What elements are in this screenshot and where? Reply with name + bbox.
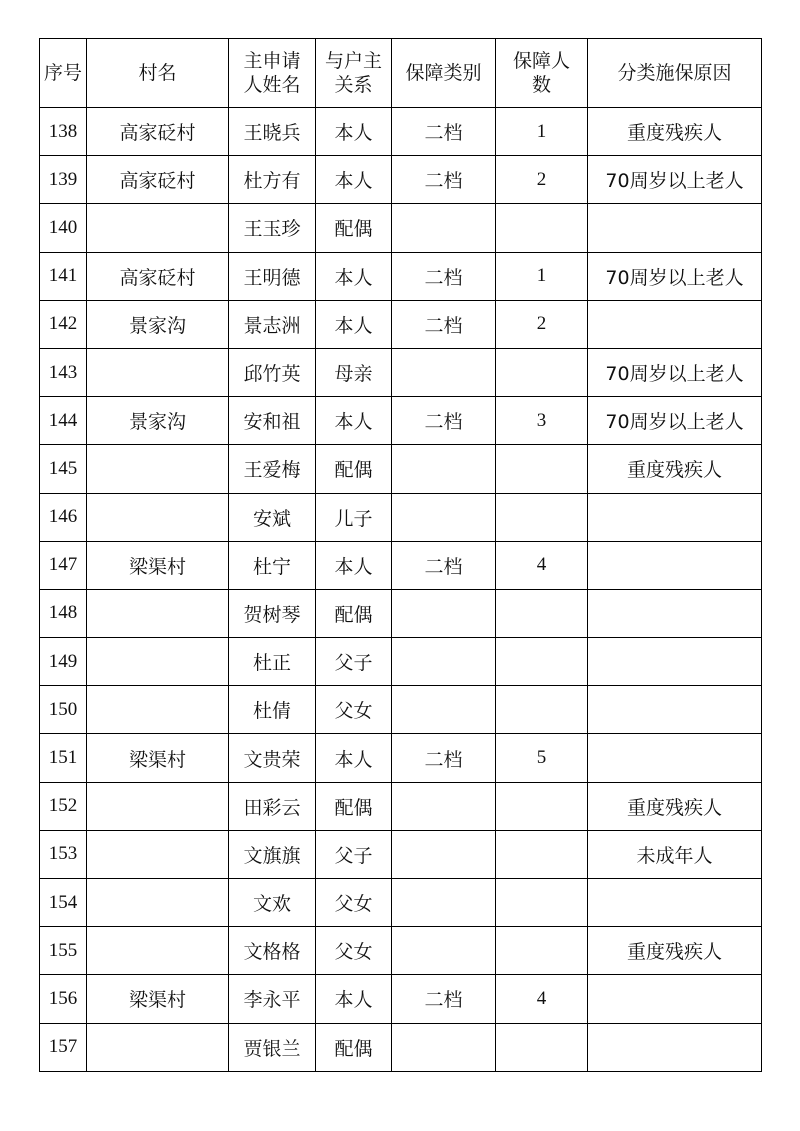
cell-village [87, 445, 229, 493]
cell-no: 149 [40, 638, 87, 686]
cell-applicant: 安和祖 [229, 397, 316, 445]
cell-village [87, 879, 229, 927]
cell-category [392, 204, 496, 252]
cell-village: 景家沟 [87, 300, 229, 348]
cell-count: 5 [496, 734, 588, 782]
cell-applicant: 贺树琴 [229, 589, 316, 637]
cell-reason [588, 638, 762, 686]
cell-category [392, 782, 496, 830]
cell-count [496, 879, 588, 927]
cell-count [496, 830, 588, 878]
cell-applicant: 李永平 [229, 975, 316, 1023]
cell-no: 140 [40, 204, 87, 252]
cell-reason: 重度残疾人 [588, 445, 762, 493]
cell-count: 1 [496, 108, 588, 156]
header-category: 保障类别 [392, 39, 496, 108]
cell-no: 157 [40, 1023, 87, 1071]
cell-relation: 儿子 [316, 493, 392, 541]
table-row [40, 445, 762, 493]
cell-village [87, 493, 229, 541]
cell-village [87, 204, 229, 252]
cell-village [87, 638, 229, 686]
cell-relation: 父女 [316, 879, 392, 927]
cell-applicant: 王晓兵 [229, 108, 316, 156]
cell-count: 4 [496, 541, 588, 589]
cell-village: 梁渠村 [87, 734, 229, 782]
table-row [40, 156, 762, 204]
cell-no: 155 [40, 927, 87, 975]
cell-count: 2 [496, 156, 588, 204]
cell-count: 3 [496, 397, 588, 445]
cell-reason [588, 300, 762, 348]
table-row [40, 589, 762, 637]
cell-relation: 本人 [316, 108, 392, 156]
cell-reason: 70周岁以上老人 [588, 348, 762, 396]
cell-relation: 母亲 [316, 348, 392, 396]
cell-count [496, 589, 588, 637]
cell-no: 143 [40, 348, 87, 396]
cell-count [496, 638, 588, 686]
cell-no: 154 [40, 879, 87, 927]
cell-count [496, 348, 588, 396]
table-row [40, 638, 762, 686]
cell-no: 152 [40, 782, 87, 830]
cell-no: 153 [40, 830, 87, 878]
cell-category: 二档 [392, 541, 496, 589]
cell-no: 144 [40, 397, 87, 445]
cell-village: 高家砭村 [87, 156, 229, 204]
cell-count: 1 [496, 252, 588, 300]
cell-no: 141 [40, 252, 87, 300]
cell-category [392, 686, 496, 734]
cell-applicant: 文贵荣 [229, 734, 316, 782]
cell-relation: 父女 [316, 686, 392, 734]
cell-relation: 本人 [316, 252, 392, 300]
cell-category [392, 927, 496, 975]
cell-applicant: 文欢 [229, 879, 316, 927]
cell-category: 二档 [392, 300, 496, 348]
table-row [40, 348, 762, 396]
header-village: 村名 [87, 39, 229, 108]
assistance-table [39, 38, 762, 1072]
table-row [40, 493, 762, 541]
cell-village: 高家砭村 [87, 108, 229, 156]
cell-reason: 未成年人 [588, 830, 762, 878]
cell-relation: 配偶 [316, 589, 392, 637]
cell-no: 142 [40, 300, 87, 348]
table-body [40, 108, 762, 1072]
cell-category [392, 830, 496, 878]
cell-applicant: 田彩云 [229, 782, 316, 830]
cell-village: 高家砭村 [87, 252, 229, 300]
cell-village [87, 589, 229, 637]
cell-reason: 70周岁以上老人 [588, 156, 762, 204]
cell-reason: 70周岁以上老人 [588, 397, 762, 445]
cell-village: 梁渠村 [87, 541, 229, 589]
cell-applicant: 王明德 [229, 252, 316, 300]
table-row [40, 782, 762, 830]
table-header [40, 39, 762, 108]
cell-relation: 父子 [316, 830, 392, 878]
cell-relation: 本人 [316, 541, 392, 589]
cell-reason: 重度残疾人 [588, 782, 762, 830]
cell-reason [588, 975, 762, 1023]
table-row [40, 686, 762, 734]
cell-relation: 配偶 [316, 1023, 392, 1071]
cell-category [392, 879, 496, 927]
cell-no: 150 [40, 686, 87, 734]
table-row [40, 734, 762, 782]
cell-reason [588, 493, 762, 541]
table-row [40, 204, 762, 252]
cell-no: 151 [40, 734, 87, 782]
cell-count [496, 782, 588, 830]
table-row [40, 252, 762, 300]
cell-reason: 重度残疾人 [588, 927, 762, 975]
cell-relation: 本人 [316, 397, 392, 445]
cell-village: 景家沟 [87, 397, 229, 445]
cell-village: 梁渠村 [87, 975, 229, 1023]
cell-applicant: 文格格 [229, 927, 316, 975]
cell-no: 146 [40, 493, 87, 541]
cell-count [496, 686, 588, 734]
table-row [40, 108, 762, 156]
cell-category: 二档 [392, 108, 496, 156]
cell-applicant: 王爱梅 [229, 445, 316, 493]
table-row [40, 1023, 762, 1071]
cell-applicant: 贾银兰 [229, 1023, 316, 1071]
table-row [40, 830, 762, 878]
cell-applicant: 景志洲 [229, 300, 316, 348]
cell-applicant: 安斌 [229, 493, 316, 541]
cell-applicant: 邱竹英 [229, 348, 316, 396]
cell-reason [588, 734, 762, 782]
cell-category [392, 1023, 496, 1071]
cell-reason [588, 686, 762, 734]
header-relation: 与户主关系 [316, 39, 392, 108]
cell-village [87, 830, 229, 878]
document-page [39, 38, 762, 1072]
cell-count [496, 445, 588, 493]
cell-applicant: 王玉珍 [229, 204, 316, 252]
cell-relation: 本人 [316, 734, 392, 782]
cell-category: 二档 [392, 734, 496, 782]
cell-applicant: 杜方有 [229, 156, 316, 204]
cell-village [87, 686, 229, 734]
cell-reason [588, 541, 762, 589]
cell-applicant: 杜正 [229, 638, 316, 686]
table-row [40, 300, 762, 348]
cell-no: 138 [40, 108, 87, 156]
cell-village [87, 782, 229, 830]
table-row [40, 397, 762, 445]
cell-no: 147 [40, 541, 87, 589]
cell-reason [588, 1023, 762, 1071]
cell-relation: 配偶 [316, 782, 392, 830]
cell-count [496, 493, 588, 541]
cell-count: 2 [496, 300, 588, 348]
cell-relation: 本人 [316, 300, 392, 348]
cell-category: 二档 [392, 975, 496, 1023]
cell-no: 139 [40, 156, 87, 204]
cell-category [392, 348, 496, 396]
cell-category [392, 638, 496, 686]
cell-category [392, 493, 496, 541]
cell-applicant: 文旗旗 [229, 830, 316, 878]
header-reason: 分类施保原因 [588, 39, 762, 108]
table-row [40, 541, 762, 589]
header-no: 序号 [40, 39, 87, 108]
cell-reason [588, 879, 762, 927]
header-count: 保障人数 [496, 39, 588, 108]
cell-village [87, 348, 229, 396]
header-applicant: 主申请人姓名 [229, 39, 316, 108]
cell-category: 二档 [392, 397, 496, 445]
cell-no: 156 [40, 975, 87, 1023]
cell-count [496, 204, 588, 252]
cell-count: 4 [496, 975, 588, 1023]
cell-relation: 本人 [316, 975, 392, 1023]
cell-village [87, 1023, 229, 1071]
cell-relation: 本人 [316, 156, 392, 204]
cell-reason: 重度残疾人 [588, 108, 762, 156]
cell-no: 145 [40, 445, 87, 493]
cell-reason [588, 204, 762, 252]
cell-relation: 配偶 [316, 445, 392, 493]
cell-relation: 配偶 [316, 204, 392, 252]
table-row [40, 975, 762, 1023]
cell-applicant: 杜宁 [229, 541, 316, 589]
table-row [40, 927, 762, 975]
cell-no: 148 [40, 589, 87, 637]
cell-category: 二档 [392, 156, 496, 204]
cell-reason: 70周岁以上老人 [588, 252, 762, 300]
cell-village [87, 927, 229, 975]
cell-count [496, 1023, 588, 1071]
cell-category [392, 589, 496, 637]
cell-count [496, 927, 588, 975]
table-row [40, 879, 762, 927]
cell-relation: 父子 [316, 638, 392, 686]
cell-category: 二档 [392, 252, 496, 300]
cell-reason [588, 589, 762, 637]
cell-relation: 父女 [316, 927, 392, 975]
header-row [40, 39, 762, 108]
cell-category [392, 445, 496, 493]
cell-applicant: 杜倩 [229, 686, 316, 734]
